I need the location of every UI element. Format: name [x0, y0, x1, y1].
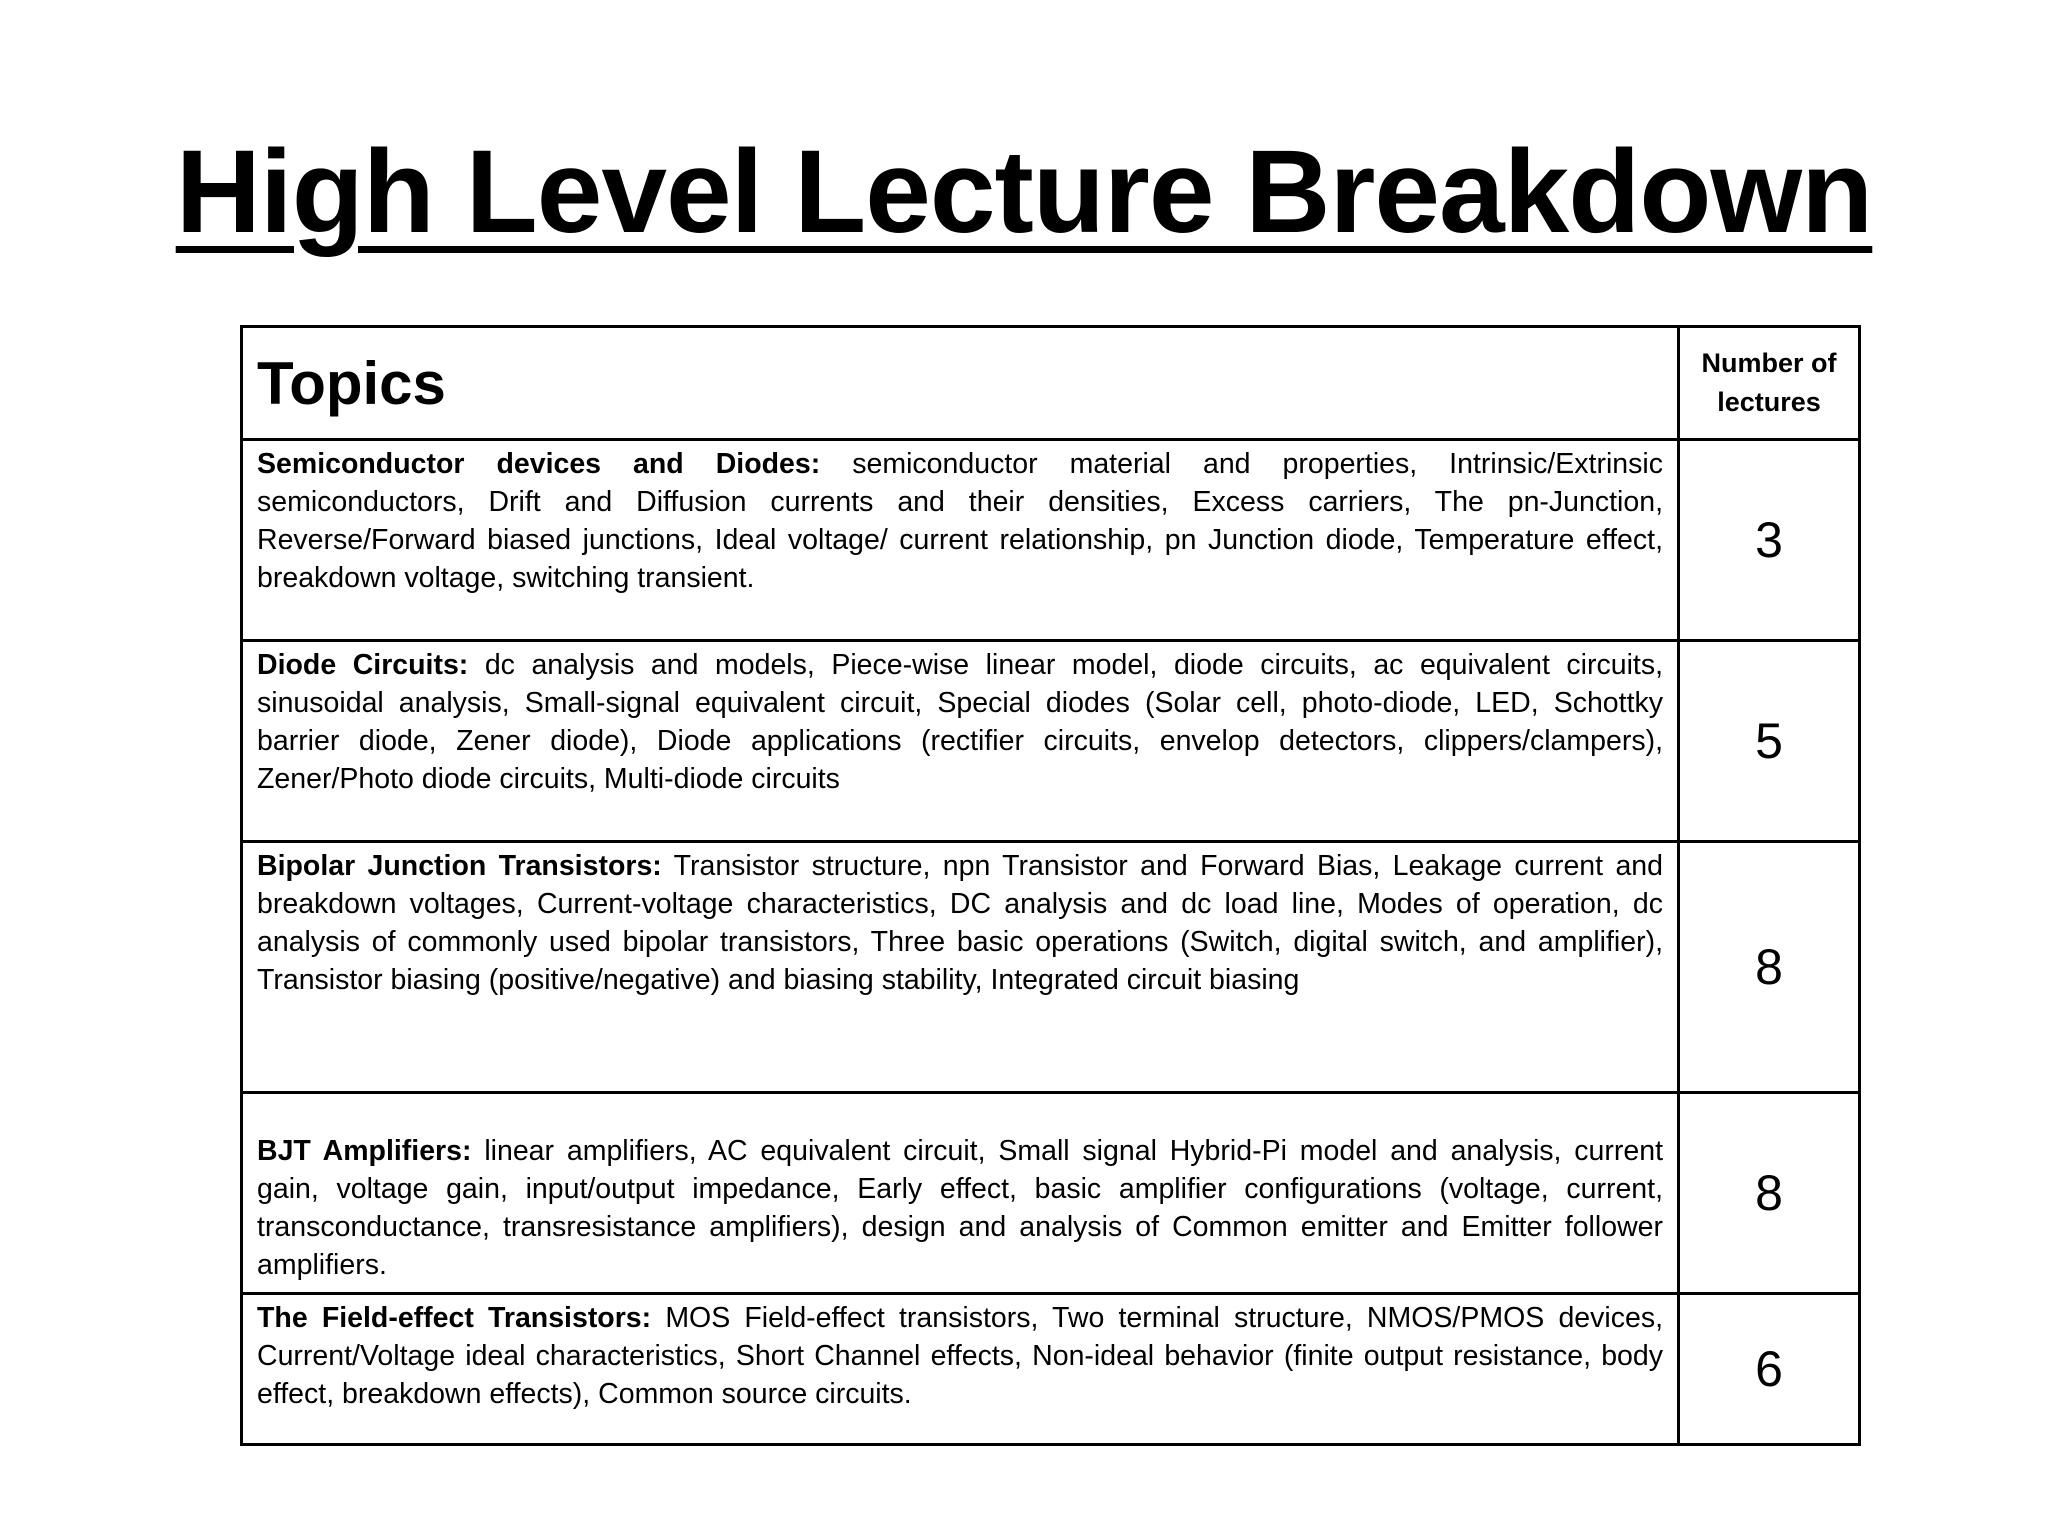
- page-title-text: High Level Lecture Breakdown: [175, 126, 1873, 258]
- lecture-count: 5: [1679, 641, 1860, 842]
- topic-cell: [242, 1294, 1679, 1445]
- topic-description: dc analysis and models, Piece-wise linear model, diode circuits, ac equivalent circuits, sinusoidal analysis, Small-signal equivalent circuit, Special diodes (Solar cell, photo-diode, LED, Schottky barrier diode, Zener diode), Diode applications (rectifier circuits, envelop detectors, clippers/clampers), Zener/Photo diode circuits, Multi-diode circuits: [257, 649, 1663, 795]
- lecture-count: 3: [1679, 440, 1860, 641]
- page-title: [0, 128, 2048, 258]
- topic-description: semiconductor material and properties, Intrinsic/Extrinsic semiconductors, Drift and Diffusion currents and their densities, Excess carriers, The pn-Junction, Reverse/Forward biased junctions, Ideal voltage/ current relationship, pn Junction diode, Temperature effect, breakdown voltage, switching transient.: [257, 448, 1663, 594]
- topic-description: Transistor structure, npn Transistor and Forward Bias, Leakage current and breakdown voltages, Current-voltage characteristics, DC analysis and dc load line, Modes of operation, dc analysis of commonly used bipolar transistors, Three basic operations (Switch, digital switch, and amplifier), Transistor biasing (positive/negative) and biasing stability, Integrated circuit biasing: [257, 850, 1663, 996]
- header-topics: Topics: [242, 327, 1679, 440]
- table-row: [242, 440, 1860, 641]
- table-row: [242, 1093, 1860, 1294]
- table-row: [242, 641, 1860, 842]
- lecture-count: 8: [1679, 842, 1860, 1093]
- topic-description: MOS Field-effect transistors, Two terminal structure, NMOS/PMOS devices, Current/Voltage ideal characteristics, Short Channel effects, Non-ideal behavior (finite output resistance, body effect, breakdown effects), Common source circuits.: [257, 1302, 1663, 1410]
- topic-cell: [242, 641, 1679, 842]
- topic-heading: Diode Circuits:: [257, 649, 469, 681]
- topic-cell: [242, 1093, 1679, 1294]
- topic-description: linear amplifiers, AC equivalent circuit, Small signal Hybrid-Pi model and analysis, current gain, voltage gain, input/output impedance, Early effect, basic amplifier configurations (voltage, current, transconductance, transresistance amplifiers), design and analysis of Common emitter and Emitter follower amplifiers.: [257, 1135, 1664, 1281]
- topic-heading: Bipolar Junction Transistors:: [257, 850, 662, 882]
- topic-heading: BJT Amplifiers:: [257, 1135, 472, 1167]
- table-header-row: [242, 327, 1860, 440]
- topic-heading: Semiconductor devices and Diodes:: [257, 448, 821, 480]
- topic-heading: The Field-effect Transistors:: [257, 1302, 652, 1334]
- topic-cell: [242, 440, 1679, 641]
- lecture-count: 6: [1679, 1294, 1860, 1445]
- table-row: [242, 842, 1860, 1093]
- table-row: [242, 1294, 1860, 1445]
- lecture-breakdown-table: [240, 325, 1861, 1446]
- lecture-count: 8: [1679, 1093, 1860, 1294]
- topic-cell: [242, 842, 1679, 1093]
- header-lecture-count: Number of lectures: [1679, 327, 1860, 440]
